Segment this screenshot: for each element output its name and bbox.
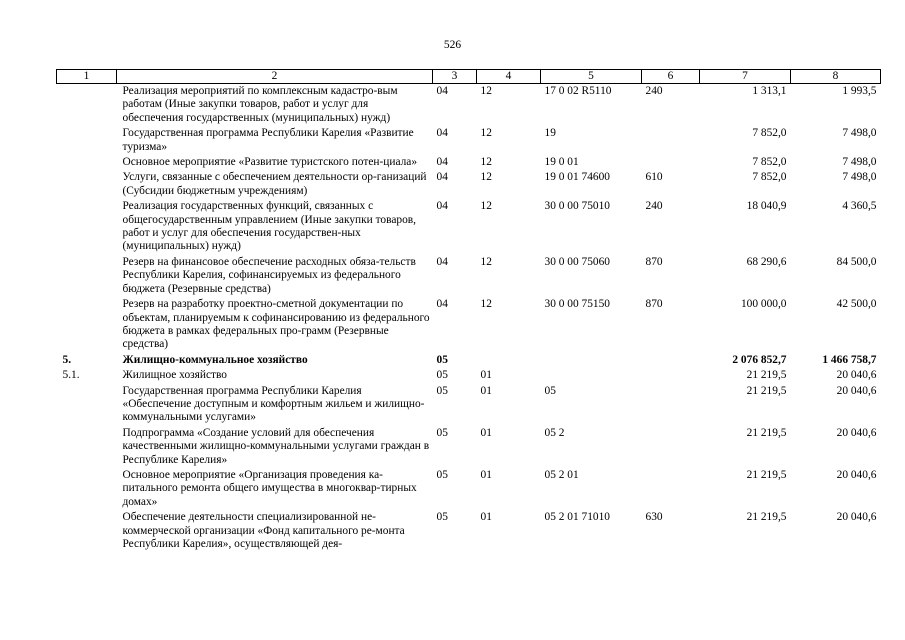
subsection-code-cell: 12 <box>480 255 492 268</box>
subsection-code-cell: 12 <box>480 171 492 184</box>
amount-year2-cell: 7 498,0 <box>842 127 877 140</box>
expense-type-cell: 240 <box>645 85 663 97</box>
section-code-cell: 04 <box>436 156 448 169</box>
subsection-code-cell: 01 <box>480 384 492 397</box>
table-row <box>57 255 881 297</box>
target-article-cell: 05 2 01 <box>544 468 579 481</box>
table-row <box>57 468 881 510</box>
target-article-cell: 05 2 <box>544 426 565 439</box>
expense-type-cell: 610 <box>645 171 663 184</box>
subsection-code-cell: 12 <box>480 298 492 311</box>
section-code-cell: 04 <box>436 127 448 140</box>
subsection-code-cell: 01 <box>480 511 492 524</box>
page-number: 526 <box>443 39 462 51</box>
section-number-cell <box>57 255 117 297</box>
target-article-cell: 30 0 00 75150 <box>544 298 610 311</box>
amount-year1-cell: 21 219,5 <box>746 468 787 481</box>
item-name-cell: Жилищно-коммунальное хозяйство <box>122 353 308 366</box>
section-number-cell <box>57 384 117 426</box>
expense-type-cell <box>642 384 700 426</box>
target-article-cell: 17 0 02 R5110 <box>544 85 612 97</box>
target-article-cell: 30 0 00 75060 <box>544 255 610 268</box>
item-name-cell: Основное мероприятие «Организация проведения ка-питального ремонта общего имущества в многоквар-тирных домах» <box>122 468 417 508</box>
amount-year1-cell: 2 076 852,7 <box>732 353 787 366</box>
item-name-cell: Реализация государственных функций, связанных с общегосударственным управлением (Иные закупки товаров, работ и услуг для обеспечения государствен-ных (муниципальных) нужд) <box>122 200 417 253</box>
section-code-cell: 04 <box>436 85 448 97</box>
table-row <box>57 297 881 353</box>
table-row <box>57 426 881 468</box>
amount-year1-cell: 7 852,0 <box>752 127 787 140</box>
table-row <box>57 170 881 199</box>
section-number-cell <box>57 84 117 127</box>
column-header-4: 4 <box>477 70 541 84</box>
item-name-cell: Государственная программа Республики Карелия «Развитие туризма» <box>122 127 414 153</box>
item-name-cell: Жилищное хозяйство <box>122 369 228 382</box>
section-number-cell <box>57 199 117 255</box>
expense-type-cell <box>642 155 700 170</box>
expense-type-cell: 870 <box>645 255 663 268</box>
amount-year1-cell: 21 219,5 <box>746 384 787 397</box>
amount-year1-cell: 7 852,0 <box>752 171 787 184</box>
table-row <box>57 353 881 368</box>
target-article-cell <box>541 368 642 383</box>
amount-year2-cell: 84 500,0 <box>836 255 877 268</box>
expense-type-cell <box>642 468 700 510</box>
section-number-cell: 5. <box>62 353 72 366</box>
amount-year1-cell: 68 290,6 <box>746 255 787 268</box>
amount-year2-cell: 1 466 758,7 <box>822 353 877 366</box>
header-row <box>57 70 881 84</box>
subsection-code-cell <box>477 353 541 368</box>
section-number-cell <box>57 170 117 199</box>
table-row <box>57 384 881 426</box>
target-article-cell: 30 0 00 75010 <box>544 200 610 213</box>
column-header-8: 8 <box>791 70 881 84</box>
section-code-cell: 04 <box>436 200 448 213</box>
item-name-cell: Реализация мероприятий по комплексным кадастро-вым работам (Иные закупки товаров, работ и услуг для обеспечения государственных (муниципальных) нужд) <box>122 85 398 124</box>
item-name-cell: Услуги, связанные с обеспечением деятельности ор-ганизаций (Субсидии бюджетным учреждениям) <box>122 171 427 197</box>
table-row <box>57 126 881 155</box>
item-name-cell: Основное мероприятие «Развитие туристского потен-циала» <box>122 156 418 169</box>
expense-type-cell <box>642 368 700 383</box>
section-number-cell <box>57 468 117 510</box>
section-number-cell: 5.1. <box>62 369 80 382</box>
subsection-code-cell: 01 <box>480 426 492 439</box>
target-article-cell: 05 <box>544 384 556 397</box>
section-number-cell <box>57 510 117 552</box>
amount-year1-cell: 1 313,1 <box>752 85 787 97</box>
column-header-7: 7 <box>700 70 791 84</box>
section-code-cell: 04 <box>436 171 448 184</box>
item-name-cell: Государственная программа Республики Карелия «Обеспечение доступным и комфортным жильем и жилищно-коммунальными услугами» <box>122 384 425 424</box>
section-number-cell <box>57 155 117 170</box>
item-name-cell: Резерв на финансовое обеспечение расходных обяза-тельств Республики Карелия, софинансируемых из федерального бюджета (Резервные средства) <box>122 255 416 295</box>
section-code-cell: 05 <box>436 369 448 382</box>
target-article-cell: 05 2 01 71010 <box>544 511 610 524</box>
target-article-cell: 19 0 01 <box>544 156 579 169</box>
target-article-cell: 19 <box>544 127 556 140</box>
budget-table <box>56 69 881 552</box>
section-code-cell: 05 <box>436 353 448 366</box>
target-article-cell <box>541 353 642 368</box>
section-number-cell <box>57 126 117 155</box>
item-name-cell: Подпрограмма «Создание условий для обеспечения качественными жилищно-коммунальными услугами граждан в Республике Карелия» <box>122 426 430 466</box>
amount-year1-cell: 18 040,9 <box>746 200 787 213</box>
amount-year2-cell: 1 993,5 <box>842 85 877 97</box>
amount-year2-cell: 4 360,5 <box>842 200 877 213</box>
subsection-code-cell: 12 <box>480 85 492 97</box>
amount-year2-cell: 20 040,6 <box>836 426 877 439</box>
expense-type-cell: 870 <box>645 298 663 311</box>
column-header-6: 6 <box>642 70 700 84</box>
amount-year1-cell: 7 852,0 <box>752 156 787 169</box>
section-code-cell: 05 <box>436 426 448 439</box>
subsection-code-cell: 12 <box>480 156 492 169</box>
section-code-cell: 05 <box>436 468 448 481</box>
section-code-cell: 04 <box>436 298 448 311</box>
expense-type-cell: 240 <box>645 200 663 213</box>
amount-year1-cell: 21 219,5 <box>746 369 787 382</box>
amount-year2-cell: 20 040,6 <box>836 369 877 382</box>
amount-year2-cell: 7 498,0 <box>842 156 877 169</box>
table-row <box>57 84 881 127</box>
expense-type-cell: 630 <box>645 511 663 524</box>
column-header-5: 5 <box>541 70 642 84</box>
item-name-cell: Резерв на разработку проектно-сметной документации по объектам, планируемым к софинансированию из федерального бюджета в рамках федеральных про-грамм (Резервные средства) <box>122 298 430 351</box>
amount-year2-cell: 42 500,0 <box>836 298 877 311</box>
item-name-cell: Обеспечение деятельности специализированной не-коммерческой организации «Фонд капитального ре-монта Республики Карелия», осуществляющей дея- <box>122 511 405 550</box>
amount-year1-cell: 21 219,5 <box>746 511 787 524</box>
section-number-cell <box>57 426 117 468</box>
amount-year1-cell: 100 000,0 <box>740 298 787 311</box>
amount-year2-cell: 20 040,6 <box>836 468 877 481</box>
table-row <box>57 368 881 383</box>
amount-year2-cell: 20 040,6 <box>836 384 877 397</box>
table-row <box>57 510 881 552</box>
section-code-cell: 05 <box>436 384 448 397</box>
table-body <box>57 84 881 553</box>
target-article-cell: 19 0 01 74600 <box>544 171 610 184</box>
column-header-3: 3 <box>433 70 477 84</box>
expense-type-cell <box>642 353 700 368</box>
expense-type-cell <box>642 126 700 155</box>
subsection-code-cell: 12 <box>480 127 492 140</box>
section-code-cell: 05 <box>436 511 448 524</box>
subsection-code-cell: 01 <box>480 369 492 382</box>
amount-year2-cell: 7 498,0 <box>842 171 877 184</box>
table-row <box>57 155 881 170</box>
amount-year1-cell: 21 219,5 <box>746 426 787 439</box>
section-number-cell <box>57 297 117 353</box>
column-header-2: 2 <box>117 70 433 84</box>
section-code-cell: 04 <box>436 255 448 268</box>
table-row <box>57 199 881 255</box>
subsection-code-cell: 01 <box>480 468 492 481</box>
column-header-1: 1 <box>57 70 117 84</box>
amount-year2-cell: 20 040,6 <box>836 511 877 524</box>
expense-type-cell <box>642 426 700 468</box>
subsection-code-cell: 12 <box>480 200 492 213</box>
